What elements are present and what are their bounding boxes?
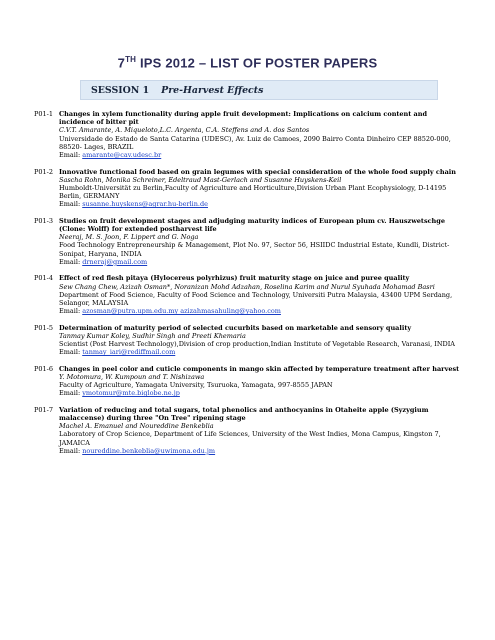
poster-list (34, 110, 462, 463)
poster-email-line: Email: tanmay_iari@rediffmail.com (59, 348, 176, 357)
poster-title: Innovative functional food based on grain legumes with special consideration of the whole food supply chain (59, 167, 456, 176)
poster-title: Effect of red flesh pitaya (Hylocereus polyrhizus) fruit maturity stage on juice and puree quality (59, 274, 410, 283)
poster-title: Variation of reducing and total sugars, total phenolics and anthocyanins in Otaheite apple (Syzygium malaccense) during three "On Tree" ripening stage (59, 405, 429, 423)
poster-authors: Y. Motomura, W. Kumpoun and T. Nishizawa (59, 372, 205, 381)
poster-entry (34, 217, 462, 266)
email-link[interactable]: drneraj@gmail.com (82, 257, 148, 266)
poster-entry (34, 365, 462, 398)
poster-authors: C.V.T. Amarante, A. Miqueloto,L.C. Argenta, C.A. Steffens and A. dos Santos (59, 126, 310, 135)
poster-code: P01-3 (34, 216, 53, 225)
poster-affiliation: Laboratory of Crop Science, Department of Life Sciences, University of the West Indies, Mona Campus, Kingston 7, JAMAICA (59, 430, 441, 447)
poster-authors: Neeraj, M. S. Joon, F. Lippert and G. Noga (59, 233, 199, 242)
poster-authors: Sascha Rohn, Monika Schreiner, Edeltraud Mast-Gerlach and Susanne Huyskens-Keil (59, 175, 342, 184)
poster-email-line: Email: susanne.huyskens@agrar.hu-berlin.de (59, 200, 208, 209)
poster-affiliation: Food Technology Entrepreneurship & Management, Plot No. 97, Sector 56, HSIIDC Industrial Estate, Kundli, District- Sonipat, Haryana, INDIA (59, 241, 450, 258)
poster-email-line: Email: drneraj@gmail.com (59, 257, 148, 266)
poster-title: Changes in xylem functionality during apple fruit development: Implications on calcium content and incidence of bitter pit (59, 110, 428, 127)
poster-affiliation: Universidade do Estado de Santa Catarina (UDESC), Av. Luiz de Camoes, 2090 Bairro Conta Dinheiro CEP 88520-000, 88520- Lages, BRAZIL (59, 134, 451, 151)
poster-authors: Tanmay Kumar Koley, Sudhir Singh and Preeti Khemaria (59, 331, 246, 340)
poster-code: P01-1 (34, 110, 53, 118)
poster-code: P01-5 (34, 323, 53, 332)
poster-authors: Machel A. Emanuel and Noureddine Benkeblia (59, 422, 214, 431)
poster-entry (34, 406, 462, 455)
poster-email-line: Email: noureddine.benkeblia@uwimona.edu.jm (59, 446, 216, 455)
session-name: Pre-Harvest Effects (161, 84, 264, 96)
email-link[interactable]: azosman@putra.upm.edu.my azizahmasahuling@yahoo.com (82, 307, 281, 316)
email-link[interactable]: tanmay_iari@rediffmail.com (82, 348, 176, 357)
session-header (80, 80, 438, 100)
poster-entry (34, 168, 462, 209)
email-link[interactable]: amarante@cav.udesc.br (82, 151, 162, 160)
poster-entry (34, 274, 462, 315)
email-link[interactable]: noureddine.benkeblia@uwimona.edu.jm (82, 446, 216, 455)
poster-code: P01-7 (34, 405, 53, 414)
poster-affiliation: Scientist (Post Harvest Technology),Division of crop production,Indian Institute of Vegetable Research, Varanasi, INDIA (59, 340, 455, 349)
poster-email-line: Email: ymotomur@mte.biglobe.ne.jp (59, 389, 180, 398)
poster-affiliation: Department of Food Science, Faculty of Food Science and Technology, Universiti Putra Malaysia, 43400 UPM Serdang, Selangor, MALAYSIA (59, 290, 453, 307)
poster-title: Determination of maturity period of selected cucurbits based on marketable and sensory quality (59, 323, 412, 332)
poster-affiliation: Humboldt-Universität zu Berlin,Faculty of Agriculture and Horticulture,Division Urban Plant Ecophysiology, D-14195 Berlin, GERMANY (59, 183, 447, 201)
poster-code: P01-2 (34, 167, 53, 176)
poster-entry (34, 324, 462, 357)
poster-code: P01-6 (34, 364, 53, 373)
poster-title: Changes in peel color and cuticle components in mango skin affected by temperature treatment after harvest (59, 364, 460, 373)
email-link[interactable]: susanne.huyskens@agrar.hu-berlin.de (82, 200, 208, 209)
poster-title: Studies on fruit development stages and adjudging maturity indices of European plum cv. Hauszwetschge (Clone: Wolff) for extended postharvest life (59, 216, 445, 234)
poster-email-line: Email: amarante@cav.udesc.br (59, 151, 162, 160)
poster-email-line: Email: azosman@putra.upm.edu.my azizahmasahuling@yahoo.com (59, 307, 281, 316)
poster-code: P01-4 (34, 274, 53, 283)
poster-entry (34, 110, 462, 159)
poster-authors: Sew Chang Chew, Azizah Osman*, Noranizan Mohd Adzahan, Roselina Karim and Nurul Syuhada Mohamad Basri (59, 282, 435, 291)
page-title: 7TH IPS 2012 – LIST OF POSTER PAPERS (117, 55, 378, 71)
poster-affiliation: Faculty of Agriculture, Yamagata University, Tsuruoka, Yamagata, 997-8555 JAPAN (59, 381, 333, 390)
session-number: SESSION 1 (91, 84, 150, 96)
email-link[interactable]: ymotomur@mte.biglobe.ne.jp (82, 389, 180, 398)
